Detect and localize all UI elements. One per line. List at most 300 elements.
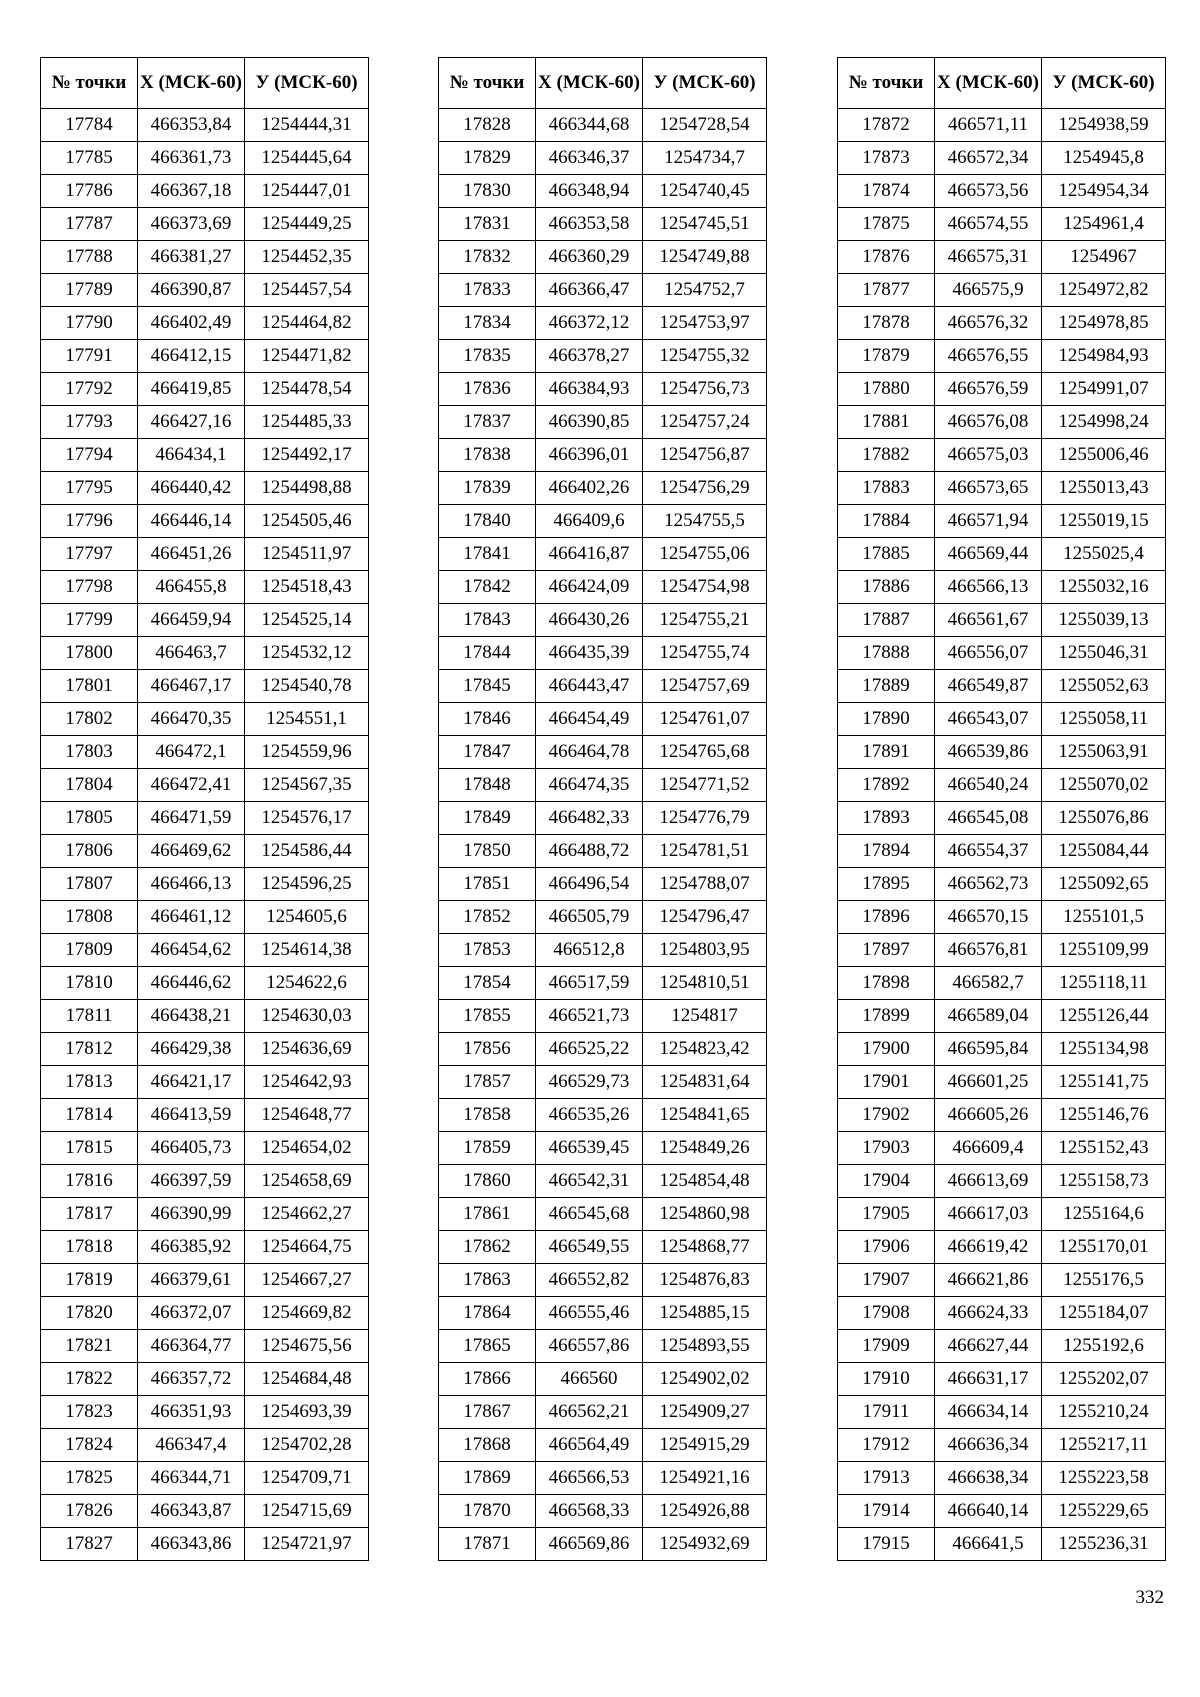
cell-point-number: 17851 (439, 868, 536, 901)
cell-point-number: 17874 (838, 175, 935, 208)
table-row (439, 1396, 767, 1429)
cell-point-number: 17802 (41, 703, 138, 736)
table-row (838, 241, 1166, 274)
cell-x-coordinate: 466346,37 (536, 142, 643, 175)
table-row (439, 505, 767, 538)
cell-x-coordinate: 466617,03 (935, 1198, 1042, 1231)
table-row (838, 1462, 1166, 1495)
cell-point-number: 17853 (439, 934, 536, 967)
header-x-coordinate: X (МСК-60) (138, 58, 245, 109)
cell-point-number: 17788 (41, 241, 138, 274)
table-row (439, 373, 767, 406)
cell-y-coordinate: 1255192,6 (1042, 1330, 1166, 1363)
table-row (41, 670, 369, 703)
table-row (41, 901, 369, 934)
table-row (439, 1033, 767, 1066)
cell-point-number: 17797 (41, 538, 138, 571)
cell-x-coordinate: 466384,93 (536, 373, 643, 406)
cell-y-coordinate: 1254664,75 (245, 1231, 369, 1264)
cell-point-number: 17900 (838, 1033, 935, 1066)
table-row (439, 340, 767, 373)
cell-x-coordinate: 466609,4 (935, 1132, 1042, 1165)
cell-point-number: 17904 (838, 1165, 935, 1198)
cell-y-coordinate: 1255063,91 (1042, 736, 1166, 769)
cell-x-coordinate: 466402,26 (536, 472, 643, 505)
cell-x-coordinate: 466613,69 (935, 1165, 1042, 1198)
cell-x-coordinate: 466474,35 (536, 769, 643, 802)
cell-point-number: 17878 (838, 307, 935, 340)
table-row (41, 175, 369, 208)
cell-point-number: 17792 (41, 373, 138, 406)
cell-point-number: 17860 (439, 1165, 536, 1198)
table-row (41, 439, 369, 472)
cell-y-coordinate: 1254540,78 (245, 670, 369, 703)
cell-y-coordinate: 1254926,88 (643, 1495, 767, 1528)
cell-y-coordinate: 1255223,58 (1042, 1462, 1166, 1495)
cell-y-coordinate: 1254715,69 (245, 1495, 369, 1528)
cell-x-coordinate: 466385,92 (138, 1231, 245, 1264)
cell-x-coordinate: 466472,1 (138, 736, 245, 769)
cell-y-coordinate: 1255025,4 (1042, 538, 1166, 571)
table-row (41, 769, 369, 802)
cell-x-coordinate: 466446,14 (138, 505, 245, 538)
table-row (41, 1033, 369, 1066)
cell-y-coordinate: 1254756,73 (643, 373, 767, 406)
table-row (838, 835, 1166, 868)
table-row (41, 1132, 369, 1165)
cell-y-coordinate: 1254849,26 (643, 1132, 767, 1165)
cell-y-coordinate: 1254938,59 (1042, 109, 1166, 142)
cell-point-number: 17814 (41, 1099, 138, 1132)
cell-point-number: 17821 (41, 1330, 138, 1363)
cell-x-coordinate: 466424,09 (536, 571, 643, 604)
table-row (439, 1495, 767, 1528)
cell-x-coordinate: 466405,73 (138, 1132, 245, 1165)
table-row (41, 274, 369, 307)
table-row (439, 901, 767, 934)
cell-y-coordinate: 1254498,88 (245, 472, 369, 505)
table-row (439, 670, 767, 703)
table-row (838, 142, 1166, 175)
table-header-row (41, 58, 369, 109)
cell-y-coordinate: 1254449,25 (245, 208, 369, 241)
cell-y-coordinate: 1255202,07 (1042, 1363, 1166, 1396)
table-row (439, 1528, 767, 1561)
cell-y-coordinate: 1254921,16 (643, 1462, 767, 1495)
table-row (41, 373, 369, 406)
cell-y-coordinate: 1254991,07 (1042, 373, 1166, 406)
table-row (439, 1000, 767, 1033)
cell-x-coordinate: 466461,12 (138, 901, 245, 934)
cell-x-coordinate: 466560 (536, 1363, 643, 1396)
cell-point-number: 17898 (838, 967, 935, 1000)
header-y-coordinate: У (МСК-60) (1042, 58, 1166, 109)
cell-x-coordinate: 466379,61 (138, 1264, 245, 1297)
cell-x-coordinate: 466573,56 (935, 175, 1042, 208)
header-point-number: № точки (838, 58, 935, 109)
table-row (41, 406, 369, 439)
cell-x-coordinate: 466372,12 (536, 307, 643, 340)
cell-point-number: 17836 (439, 373, 536, 406)
cell-x-coordinate: 466589,04 (935, 1000, 1042, 1033)
cell-x-coordinate: 466601,25 (935, 1066, 1042, 1099)
cell-x-coordinate: 466353,58 (536, 208, 643, 241)
cell-y-coordinate: 1254596,25 (245, 868, 369, 901)
cell-point-number: 17873 (838, 142, 935, 175)
table-row (41, 1330, 369, 1363)
cell-point-number: 17789 (41, 274, 138, 307)
cell-x-coordinate: 466552,82 (536, 1264, 643, 1297)
cell-x-coordinate: 466373,69 (138, 208, 245, 241)
table-row (838, 1033, 1166, 1066)
cell-y-coordinate: 1254452,35 (245, 241, 369, 274)
cell-y-coordinate: 1254885,15 (643, 1297, 767, 1330)
cell-point-number: 17843 (439, 604, 536, 637)
cell-x-coordinate: 466443,47 (536, 670, 643, 703)
table-row (41, 1165, 369, 1198)
cell-y-coordinate: 1254636,69 (245, 1033, 369, 1066)
cell-y-coordinate: 1254721,97 (245, 1528, 369, 1561)
cell-x-coordinate: 466390,85 (536, 406, 643, 439)
table-row (41, 340, 369, 373)
cell-x-coordinate: 466381,27 (138, 241, 245, 274)
cell-y-coordinate: 1254756,29 (643, 472, 767, 505)
table-row (439, 802, 767, 835)
cell-y-coordinate: 1254757,69 (643, 670, 767, 703)
cell-y-coordinate: 1254755,21 (643, 604, 767, 637)
table-header-row (439, 58, 767, 109)
cell-point-number: 17803 (41, 736, 138, 769)
cell-x-coordinate: 466454,49 (536, 703, 643, 736)
cell-y-coordinate: 1254654,02 (245, 1132, 369, 1165)
cell-x-coordinate: 466364,77 (138, 1330, 245, 1363)
cell-point-number: 17795 (41, 472, 138, 505)
cell-point-number: 17881 (838, 406, 935, 439)
table-row (439, 1165, 767, 1198)
cell-y-coordinate: 1254734,7 (643, 142, 767, 175)
cell-y-coordinate: 1255039,13 (1042, 604, 1166, 637)
table-row (838, 1066, 1166, 1099)
table-row (838, 1363, 1166, 1396)
table-row (439, 769, 767, 802)
table-row (439, 604, 767, 637)
cell-point-number: 17858 (439, 1099, 536, 1132)
cell-x-coordinate: 466576,55 (935, 340, 1042, 373)
cell-y-coordinate: 1254876,83 (643, 1264, 767, 1297)
cell-point-number: 17809 (41, 934, 138, 967)
cell-y-coordinate: 1254445,64 (245, 142, 369, 175)
cell-point-number: 17824 (41, 1429, 138, 1462)
table-row (439, 472, 767, 505)
cell-y-coordinate: 1254505,46 (245, 505, 369, 538)
cell-point-number: 17785 (41, 142, 138, 175)
cell-y-coordinate: 1255158,73 (1042, 1165, 1166, 1198)
cell-x-coordinate: 466438,21 (138, 1000, 245, 1033)
cell-x-coordinate: 466605,26 (935, 1099, 1042, 1132)
cell-point-number: 17808 (41, 901, 138, 934)
cell-x-coordinate: 466366,47 (536, 274, 643, 307)
table-row (41, 307, 369, 340)
cell-y-coordinate: 1255176,5 (1042, 1264, 1166, 1297)
cell-point-number: 17857 (439, 1066, 536, 1099)
cell-y-coordinate: 1254684,48 (245, 1363, 369, 1396)
cell-y-coordinate: 1255032,16 (1042, 571, 1166, 604)
table-row (41, 703, 369, 736)
table-header-row (838, 58, 1166, 109)
table-row (439, 571, 767, 604)
cell-x-coordinate: 466496,54 (536, 868, 643, 901)
cell-y-coordinate: 1254551,1 (245, 703, 369, 736)
cell-point-number: 17888 (838, 637, 935, 670)
cell-x-coordinate: 466568,33 (536, 1495, 643, 1528)
cell-point-number: 17912 (838, 1429, 935, 1462)
cell-point-number: 17890 (838, 703, 935, 736)
table-row (838, 1297, 1166, 1330)
cell-point-number: 17820 (41, 1297, 138, 1330)
cell-point-number: 17877 (838, 274, 935, 307)
cell-point-number: 17867 (439, 1396, 536, 1429)
table-row (838, 208, 1166, 241)
cell-x-coordinate: 466566,13 (935, 571, 1042, 604)
cell-y-coordinate: 1255210,24 (1042, 1396, 1166, 1429)
cell-point-number: 17875 (838, 208, 935, 241)
table-row (439, 1297, 767, 1330)
table-row (838, 1264, 1166, 1297)
cell-point-number: 17852 (439, 901, 536, 934)
cell-point-number: 17864 (439, 1297, 536, 1330)
table-row (439, 439, 767, 472)
table-row (838, 109, 1166, 142)
cell-y-coordinate: 1254796,47 (643, 901, 767, 934)
cell-y-coordinate: 1254492,17 (245, 439, 369, 472)
table-row (838, 1330, 1166, 1363)
cell-point-number: 17849 (439, 802, 536, 835)
cell-point-number: 17868 (439, 1429, 536, 1462)
cell-x-coordinate: 466557,86 (536, 1330, 643, 1363)
cell-point-number: 17906 (838, 1231, 935, 1264)
table-row (838, 1099, 1166, 1132)
cell-point-number: 17822 (41, 1363, 138, 1396)
cell-y-coordinate: 1254810,51 (643, 967, 767, 1000)
cell-point-number: 17894 (838, 835, 935, 868)
cell-x-coordinate: 466582,7 (935, 967, 1042, 1000)
cell-point-number: 17816 (41, 1165, 138, 1198)
cell-x-coordinate: 466390,87 (138, 274, 245, 307)
cell-point-number: 17879 (838, 340, 935, 373)
cell-y-coordinate: 1254932,69 (643, 1528, 767, 1561)
cell-x-coordinate: 466525,22 (536, 1033, 643, 1066)
cell-point-number: 17815 (41, 1132, 138, 1165)
table-row (838, 340, 1166, 373)
cell-point-number: 17813 (41, 1066, 138, 1099)
cell-y-coordinate: 1254576,17 (245, 802, 369, 835)
table-row (439, 1066, 767, 1099)
table-row (41, 868, 369, 901)
cell-y-coordinate: 1254972,82 (1042, 274, 1166, 307)
table-row (41, 505, 369, 538)
cell-point-number: 17876 (838, 241, 935, 274)
cell-y-coordinate: 1255134,98 (1042, 1033, 1166, 1066)
cell-y-coordinate: 1255070,02 (1042, 769, 1166, 802)
cell-point-number: 17855 (439, 1000, 536, 1033)
cell-point-number: 17862 (439, 1231, 536, 1264)
cell-y-coordinate: 1255170,01 (1042, 1231, 1166, 1264)
table-row (41, 472, 369, 505)
cell-x-coordinate: 466343,87 (138, 1495, 245, 1528)
table-row (41, 1264, 369, 1297)
header-y-coordinate: У (МСК-60) (643, 58, 767, 109)
cell-x-coordinate: 466619,42 (935, 1231, 1042, 1264)
cell-x-coordinate: 466347,4 (138, 1429, 245, 1462)
cell-point-number: 17812 (41, 1033, 138, 1066)
cell-y-coordinate: 1254622,6 (245, 967, 369, 1000)
cell-y-coordinate: 1254823,42 (643, 1033, 767, 1066)
table-row (439, 538, 767, 571)
cell-point-number: 17905 (838, 1198, 935, 1231)
cell-y-coordinate: 1255146,76 (1042, 1099, 1166, 1132)
cell-x-coordinate: 466505,79 (536, 901, 643, 934)
cell-x-coordinate: 466372,07 (138, 1297, 245, 1330)
cell-x-coordinate: 466482,33 (536, 802, 643, 835)
cell-x-coordinate: 466569,44 (935, 538, 1042, 571)
cell-x-coordinate: 466554,37 (935, 835, 1042, 868)
cell-x-coordinate: 466344,71 (138, 1462, 245, 1495)
cell-x-coordinate: 466361,73 (138, 142, 245, 175)
table-row (439, 637, 767, 670)
cell-x-coordinate: 466571,11 (935, 109, 1042, 142)
cell-y-coordinate: 1255019,15 (1042, 505, 1166, 538)
cell-x-coordinate: 466621,86 (935, 1264, 1042, 1297)
table-row (41, 109, 369, 142)
table-row (41, 967, 369, 1000)
cell-y-coordinate: 1254525,14 (245, 604, 369, 637)
cell-x-coordinate: 466454,62 (138, 934, 245, 967)
cell-x-coordinate: 466434,1 (138, 439, 245, 472)
cell-y-coordinate: 1254464,82 (245, 307, 369, 340)
cell-point-number: 17902 (838, 1099, 935, 1132)
table-row (439, 868, 767, 901)
cell-y-coordinate: 1254954,34 (1042, 175, 1166, 208)
cell-y-coordinate: 1254831,64 (643, 1066, 767, 1099)
table-row (439, 109, 767, 142)
table-row (838, 670, 1166, 703)
cell-point-number: 17833 (439, 274, 536, 307)
cell-y-coordinate: 1254765,68 (643, 736, 767, 769)
cell-y-coordinate: 1254781,51 (643, 835, 767, 868)
cell-point-number: 17908 (838, 1297, 935, 1330)
cell-point-number: 17865 (439, 1330, 536, 1363)
table-row (439, 934, 767, 967)
table-row (41, 1231, 369, 1264)
cell-y-coordinate: 1254675,56 (245, 1330, 369, 1363)
cell-x-coordinate: 466512,8 (536, 934, 643, 967)
cell-point-number: 17872 (838, 109, 935, 142)
table-row (41, 1429, 369, 1462)
table-row (838, 1132, 1166, 1165)
cell-x-coordinate: 466455,8 (138, 571, 245, 604)
cell-y-coordinate: 1254902,02 (643, 1363, 767, 1396)
table-row (41, 1396, 369, 1429)
table-row (838, 703, 1166, 736)
table-row (439, 1429, 767, 1462)
cell-y-coordinate: 1254658,69 (245, 1165, 369, 1198)
cell-x-coordinate: 466571,94 (935, 505, 1042, 538)
cell-point-number: 17801 (41, 670, 138, 703)
cell-y-coordinate: 1254841,65 (643, 1099, 767, 1132)
cell-y-coordinate: 1254817 (643, 1000, 767, 1033)
table-row (41, 241, 369, 274)
cell-x-coordinate: 466413,59 (138, 1099, 245, 1132)
table-row (41, 1297, 369, 1330)
header-x-coordinate: X (МСК-60) (935, 58, 1042, 109)
cell-y-coordinate: 1254485,33 (245, 406, 369, 439)
table-row (41, 1528, 369, 1561)
cell-point-number: 17838 (439, 439, 536, 472)
cell-y-coordinate: 1255076,86 (1042, 802, 1166, 835)
cell-point-number: 17804 (41, 769, 138, 802)
cell-y-coordinate: 1254978,85 (1042, 307, 1166, 340)
cell-y-coordinate: 1254740,45 (643, 175, 767, 208)
cell-x-coordinate: 466631,17 (935, 1363, 1042, 1396)
cell-y-coordinate: 1254702,28 (245, 1429, 369, 1462)
cell-point-number: 17840 (439, 505, 536, 538)
cell-y-coordinate: 1254511,97 (245, 538, 369, 571)
cell-x-coordinate: 466451,26 (138, 538, 245, 571)
cell-y-coordinate: 1254749,88 (643, 241, 767, 274)
cell-y-coordinate: 1254471,82 (245, 340, 369, 373)
cell-x-coordinate: 466459,94 (138, 604, 245, 637)
cell-x-coordinate: 466634,14 (935, 1396, 1042, 1429)
cell-point-number: 17883 (838, 472, 935, 505)
cell-point-number: 17806 (41, 835, 138, 868)
cell-y-coordinate: 1254559,96 (245, 736, 369, 769)
table-row (439, 241, 767, 274)
cell-x-coordinate: 466564,49 (536, 1429, 643, 1462)
cell-x-coordinate: 466575,31 (935, 241, 1042, 274)
cell-x-coordinate: 466576,81 (935, 934, 1042, 967)
cell-point-number: 17850 (439, 835, 536, 868)
table-row (838, 1429, 1166, 1462)
cell-x-coordinate: 466488,72 (536, 835, 643, 868)
cell-x-coordinate: 466402,49 (138, 307, 245, 340)
cell-x-coordinate: 466517,59 (536, 967, 643, 1000)
table-row (838, 571, 1166, 604)
cell-x-coordinate: 466351,93 (138, 1396, 245, 1429)
cell-point-number: 17911 (838, 1396, 935, 1429)
cell-x-coordinate: 466572,34 (935, 142, 1042, 175)
cell-y-coordinate: 1254605,6 (245, 901, 369, 934)
table-row (41, 1198, 369, 1231)
cell-x-coordinate: 466429,38 (138, 1033, 245, 1066)
cell-x-coordinate: 466409,6 (536, 505, 643, 538)
cell-x-coordinate: 466562,73 (935, 868, 1042, 901)
cell-point-number: 17835 (439, 340, 536, 373)
cell-y-coordinate: 1254662,27 (245, 1198, 369, 1231)
cell-x-coordinate: 466397,59 (138, 1165, 245, 1198)
cell-y-coordinate: 1254909,27 (643, 1396, 767, 1429)
cell-point-number: 17819 (41, 1264, 138, 1297)
cell-x-coordinate: 466353,84 (138, 109, 245, 142)
cell-point-number: 17825 (41, 1462, 138, 1495)
cell-y-coordinate: 1254478,54 (245, 373, 369, 406)
cell-x-coordinate: 466542,31 (536, 1165, 643, 1198)
cell-x-coordinate: 466576,08 (935, 406, 1042, 439)
cell-y-coordinate: 1254755,06 (643, 538, 767, 571)
cell-y-coordinate: 1254667,27 (245, 1264, 369, 1297)
cell-y-coordinate: 1254854,48 (643, 1165, 767, 1198)
cell-x-coordinate: 466545,68 (536, 1198, 643, 1231)
cell-point-number: 17831 (439, 208, 536, 241)
